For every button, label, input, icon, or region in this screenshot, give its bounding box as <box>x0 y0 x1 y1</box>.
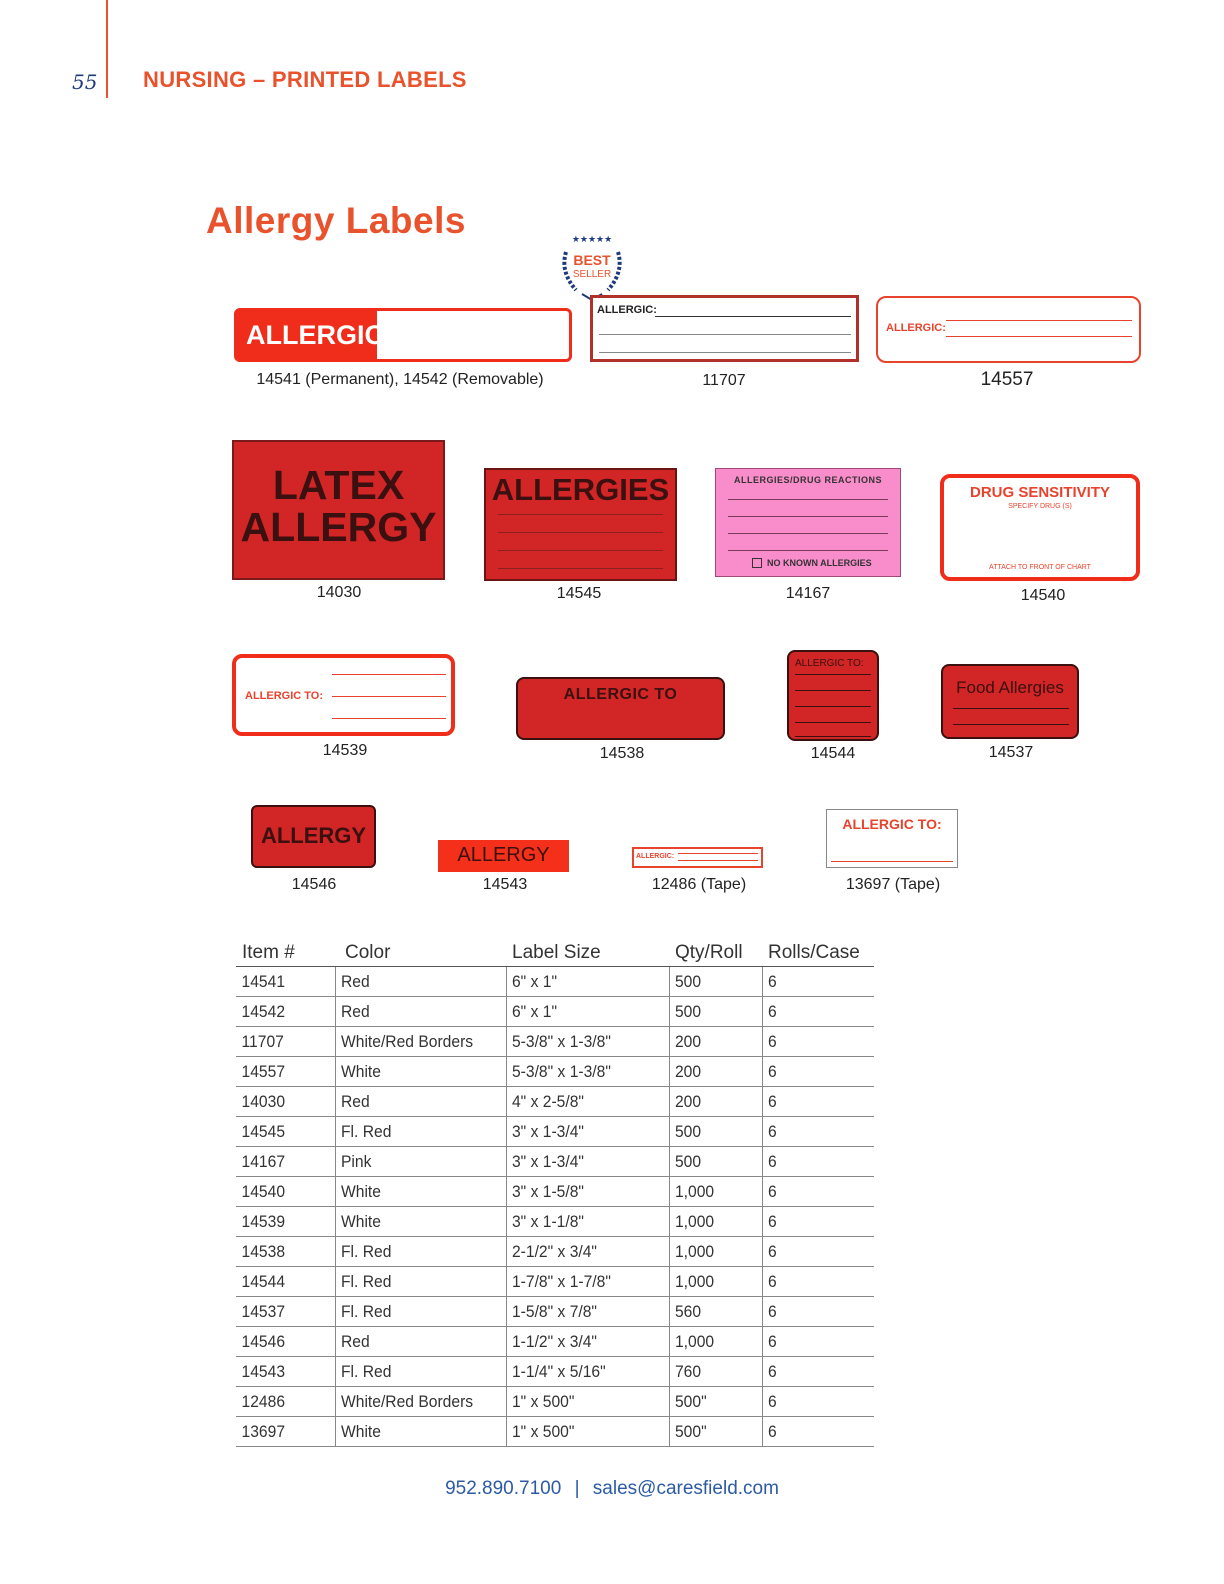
label-text: ALLERGIC TO: <box>795 658 864 669</box>
table-cell: 1,000 <box>669 1207 755 1237</box>
table-cell: White <box>335 1057 492 1087</box>
table-cell: 5-3/8" x 1-3/8" <box>506 1027 656 1057</box>
table-cell: 1" x 500" <box>506 1417 656 1447</box>
table-cell: 500 <box>669 1117 755 1147</box>
label-14537 <box>941 664 1079 739</box>
label-caption: 14167 <box>785 585 831 602</box>
table-cell: 500 <box>669 997 755 1027</box>
label-text: ALLERGY <box>457 844 550 866</box>
table-row <box>236 1297 874 1327</box>
best-seller-badge-icon <box>556 232 628 302</box>
footer-phone: 952.890.7100 <box>445 1478 562 1499</box>
table-cell: 6 <box>762 1147 865 1177</box>
column-header: Qty/Roll <box>669 938 762 967</box>
table-cell: 14545 <box>236 1117 327 1147</box>
table-cell: 200 <box>669 1087 755 1117</box>
table-cell: 3" x 1-3/4" <box>506 1147 656 1177</box>
label-14557 <box>876 296 1141 363</box>
label-caption: 14546 <box>291 876 337 893</box>
table-row <box>236 1327 874 1357</box>
label-caption: 14539 <box>322 742 368 759</box>
checkbox-label: NO KNOWN ALLERGIES <box>767 558 872 568</box>
table-cell: Fl. Red <box>335 1237 492 1267</box>
table-row <box>236 1207 874 1237</box>
label-text: ALLERGIC: <box>597 304 657 316</box>
checkbox-icon <box>752 558 762 568</box>
label-subtext: SPECIFY DRUG (S) <box>1008 503 1072 510</box>
table-row <box>236 1267 874 1297</box>
table-cell: 14167 <box>236 1147 327 1177</box>
table-cell: White <box>335 1177 492 1207</box>
header-rule <box>106 0 108 98</box>
table-cell: 200 <box>669 1057 755 1087</box>
write-line <box>332 718 446 719</box>
label-14167 <box>715 468 901 577</box>
label-caption: 12486 (Tape) <box>651 876 747 893</box>
table-cell: 14542 <box>236 997 327 1027</box>
write-line <box>655 316 851 317</box>
table-cell: 1,000 <box>669 1267 755 1297</box>
label-caption: 11707 <box>702 372 746 389</box>
table-cell: Fl. Red <box>335 1357 492 1387</box>
column-header: Label Size <box>506 938 669 967</box>
table-cell: 11707 <box>236 1027 327 1057</box>
label-14543 <box>438 840 569 872</box>
table-row <box>236 1087 874 1117</box>
write-line <box>795 722 871 723</box>
label-caption: 14030 <box>316 584 362 601</box>
label-14541 <box>234 308 572 362</box>
table-cell: 6 <box>762 1357 865 1387</box>
write-line <box>599 334 851 335</box>
table-cell: 3" x 1-1/8" <box>506 1207 656 1237</box>
table-row <box>236 1177 874 1207</box>
write-line <box>946 320 1132 321</box>
label-caption: 14540 <box>1020 587 1066 604</box>
write-line <box>728 516 888 517</box>
table-cell: 6 <box>762 1297 865 1327</box>
write-line <box>498 514 663 515</box>
page-number: 55 <box>72 70 98 94</box>
label-text: ALLERGY <box>260 823 367 848</box>
table-cell: 6" x 1" <box>506 997 656 1027</box>
table-cell: White/Red Borders <box>335 1387 492 1417</box>
table-cell: 6 <box>762 1237 865 1267</box>
table-row <box>236 1237 874 1267</box>
table-cell: 14543 <box>236 1357 327 1387</box>
label-caption: 14557 <box>980 369 1034 390</box>
table-cell: White <box>335 1207 492 1237</box>
write-line <box>678 853 758 854</box>
label-text: ALLERGIC: <box>636 853 675 860</box>
footer <box>0 1478 1224 1500</box>
label-caption: 14544 <box>810 745 856 762</box>
table-cell: 1,000 <box>669 1327 755 1357</box>
write-line <box>332 674 446 675</box>
table-cell: 500" <box>669 1387 755 1417</box>
table-cell: 6 <box>762 1027 865 1057</box>
column-header: Item # <box>236 938 335 967</box>
svg-text:★★★★★: ★★★★★ <box>571 235 613 245</box>
table-cell: Red <box>335 967 492 997</box>
table-cell: 14546 <box>236 1327 327 1357</box>
label-caption: 14543 <box>482 876 528 893</box>
table-cell: 6 <box>762 1327 865 1357</box>
table-cell: 13697 <box>236 1417 327 1447</box>
table-row <box>236 1387 874 1417</box>
table-cell: Fl. Red <box>335 1267 492 1297</box>
table-header-row <box>236 938 874 967</box>
table-cell: 14538 <box>236 1237 327 1267</box>
table-row <box>236 967 874 997</box>
write-line <box>498 532 663 533</box>
write-line <box>795 674 871 675</box>
label-line2: ALLERGY <box>240 504 437 550</box>
table-cell: 12486 <box>236 1387 327 1417</box>
table-cell: 6 <box>762 1417 865 1447</box>
table-row <box>236 1357 874 1387</box>
table-cell: 14030 <box>236 1087 327 1117</box>
write-line <box>953 724 1069 725</box>
table-cell: Red <box>335 997 492 1027</box>
label-text: ALLERGIC TO: <box>842 816 942 832</box>
write-line <box>728 550 888 551</box>
table-cell: 500" <box>669 1417 755 1447</box>
table-body <box>236 967 874 1447</box>
label-14546 <box>251 805 376 868</box>
page-title: Allergy Labels <box>206 200 466 241</box>
product-table <box>236 938 874 1447</box>
table-cell: 1-1/2" x 3/4" <box>506 1327 656 1357</box>
label-14030 <box>232 440 445 580</box>
write-line <box>599 352 851 353</box>
table-cell: 4" x 2-5/8" <box>506 1087 656 1117</box>
label-caption: 14537 <box>988 744 1034 761</box>
label-text: ALLERGIC: <box>886 322 946 334</box>
write-line <box>795 706 871 707</box>
table-cell: Fl. Red <box>335 1297 492 1327</box>
table-row <box>236 1057 874 1087</box>
write-line <box>953 708 1069 709</box>
table-cell: 200 <box>669 1027 755 1057</box>
table-cell: 1-5/8" x 7/8" <box>506 1297 656 1327</box>
table-cell: 6 <box>762 1207 865 1237</box>
label-line1: LATEX <box>272 462 405 508</box>
column-header: Rolls/Case <box>762 938 874 967</box>
column-header: Color <box>335 938 506 967</box>
footer-email: sales@caresfield.com <box>592 1478 779 1499</box>
label-text: ALLERGIES/DRUG REACTIONS <box>733 475 882 485</box>
write-line <box>498 550 663 551</box>
label-caption: 14538 <box>599 745 645 762</box>
table-cell: 3" x 1-5/8" <box>506 1177 656 1207</box>
table-cell: 14540 <box>236 1177 327 1207</box>
table-cell: Pink <box>335 1147 492 1177</box>
label-text: Food Allergies <box>956 678 1064 697</box>
table-row <box>236 1027 874 1057</box>
write-line <box>678 860 758 861</box>
table-cell: 1,000 <box>669 1177 755 1207</box>
label-14544 <box>787 650 879 741</box>
table-cell: 5-3/8" x 1-3/8" <box>506 1057 656 1087</box>
label-14545 <box>484 468 677 581</box>
table-cell: 2-1/2" x 3/4" <box>506 1237 656 1267</box>
table-cell: Fl. Red <box>335 1117 492 1147</box>
table-cell: 760 <box>669 1357 755 1387</box>
table-cell: 1-1/4" x 5/16" <box>506 1357 656 1387</box>
label-text: ALLERGIC TO: <box>245 690 324 702</box>
write-line <box>795 690 871 691</box>
table-cell: 1" x 500" <box>506 1387 656 1417</box>
table-cell: 6 <box>762 1117 865 1147</box>
table-cell: 6 <box>762 997 865 1027</box>
table-cell: 6 <box>762 1387 865 1417</box>
label-caption: 14541 (Permanent), 14542 (Removable) <box>256 371 544 388</box>
table-row <box>236 997 874 1027</box>
table-cell: 3" x 1-3/4" <box>506 1117 656 1147</box>
write-line <box>831 861 953 862</box>
table-cell: Red <box>335 1327 492 1357</box>
label-text: ALLERGIC <box>237 311 377 359</box>
write-line <box>946 336 1132 337</box>
table-cell: 1-7/8" x 1-7/8" <box>506 1267 656 1297</box>
label-14539 <box>232 654 455 736</box>
table-cell: 6" x 1" <box>506 967 656 997</box>
badge-line2: SELLER <box>572 269 612 280</box>
label-13697 <box>826 809 958 868</box>
table-cell: White <box>335 1417 492 1447</box>
table-cell: 560 <box>669 1297 755 1327</box>
table-cell: 6 <box>762 967 865 997</box>
label-14538 <box>516 677 725 740</box>
table-cell: 14541 <box>236 967 327 997</box>
table-cell: 6 <box>762 1177 865 1207</box>
section-title: NURSING – PRINTED LABELS <box>143 67 467 92</box>
label-caption: 13697 (Tape) <box>845 876 941 893</box>
label-11707 <box>590 295 859 362</box>
label-text: ALLERGIES <box>491 472 670 507</box>
table-row <box>236 1147 874 1177</box>
table-cell: 14544 <box>236 1267 327 1297</box>
table-row <box>236 1417 874 1447</box>
table-cell: 1,000 <box>669 1237 755 1267</box>
label-text: DRUG SENSITIVITY <box>969 484 1111 501</box>
label-14540 <box>940 474 1140 581</box>
label-12486 <box>632 847 763 868</box>
table-cell: 14537 <box>236 1297 327 1327</box>
table-cell: 6 <box>762 1267 865 1297</box>
write-line <box>728 499 888 500</box>
badge-line1: BEST <box>573 252 611 268</box>
table-cell: Red <box>335 1087 492 1117</box>
label-caption: 14545 <box>556 585 602 602</box>
footer-separator: | <box>574 1478 580 1499</box>
table-cell: 500 <box>669 1147 755 1177</box>
write-line <box>332 696 446 697</box>
write-line <box>498 568 663 569</box>
table-row <box>236 1117 874 1147</box>
write-line <box>795 736 871 737</box>
table-cell: 6 <box>762 1057 865 1087</box>
table-cell: 500 <box>669 967 755 997</box>
label-footnote: ATTACH TO FRONT OF CHART <box>989 564 1091 571</box>
table-cell: 14539 <box>236 1207 327 1237</box>
table-cell: 6 <box>762 1087 865 1117</box>
write-line <box>728 533 888 534</box>
label-text: ALLERGIC TO <box>563 686 678 703</box>
table-cell: White/Red Borders <box>335 1027 492 1057</box>
table-cell: 14557 <box>236 1057 327 1087</box>
